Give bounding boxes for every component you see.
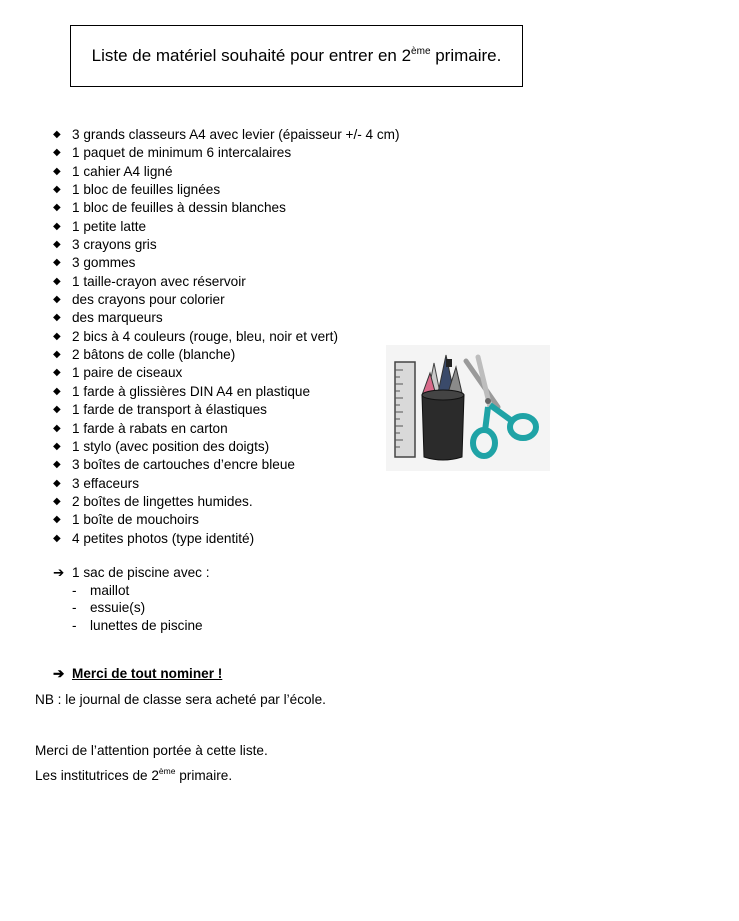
list-item [53, 401, 400, 419]
diamond-bullet-icon: ◆ [53, 404, 61, 416]
list-item [53, 346, 400, 364]
dash-bullet-icon: - [72, 617, 77, 633]
diamond-bullet-icon: ◆ [53, 532, 61, 544]
list-item [53, 309, 400, 327]
list-item-text: 1 paire de ciseaux [72, 365, 183, 381]
diamond-bullet-icon: ◆ [53, 239, 61, 251]
diamond-bullet-icon: ◆ [53, 422, 61, 434]
pool-heading: ➔ 1 sac de piscine avec : [53, 565, 210, 580]
list-item-text: 4 petites photos (type identité) [72, 530, 255, 546]
list-item [53, 291, 400, 309]
title-box [70, 25, 523, 87]
list-item [53, 617, 210, 635]
diamond-bullet-icon: ◆ [53, 129, 61, 140]
list-item-text: 1 boîte de mouchoirs [72, 512, 199, 528]
list-item [53, 126, 400, 144]
list-item [53, 144, 400, 162]
list-item-text: des marqueurs [72, 310, 163, 326]
merci-label: Merci de tout nominer ! [72, 666, 223, 681]
list-item [53, 181, 400, 199]
list-item-text: 2 bâtons de colle (blanche) [72, 347, 236, 363]
dash-bullet-icon: - [72, 582, 77, 598]
diamond-bullet-icon: ◆ [53, 385, 61, 397]
list-item-text: des crayons pour colorier [72, 292, 225, 308]
list-item-text: 3 boîtes de cartouches d’encre bleue [72, 457, 295, 473]
pencil-cup-icon [422, 390, 464, 460]
list-item [53, 530, 400, 548]
list-item-text: 1 taille-crayon avec réservoir [72, 273, 246, 289]
list-item [53, 475, 400, 493]
list-item [53, 328, 400, 346]
list-item-text: 1 bloc de feuilles lignées [72, 182, 221, 198]
list-item [53, 273, 400, 291]
diamond-bullet-icon: ◆ [53, 184, 61, 196]
list-item-text: 1 farde à rabats en carton [72, 420, 228, 436]
diamond-bullet-icon: ◆ [53, 367, 61, 379]
list-item [53, 236, 400, 254]
diamond-bullet-icon: ◆ [53, 294, 61, 306]
list-item [53, 364, 400, 382]
thanks-note: Merci de l’attention portée à cette liste. [35, 743, 268, 758]
list-item [53, 383, 400, 401]
list-item-text: 1 stylo (avec position des doigts) [72, 438, 270, 454]
list-item-text: 1 farde de transport à élastiques [72, 402, 267, 418]
right-arrow-icon: ➔ [53, 565, 65, 580]
diamond-bullet-icon: ◆ [53, 165, 61, 177]
diamond-bullet-icon: ◆ [53, 349, 61, 361]
list-item [53, 456, 400, 474]
ruler-icon [395, 362, 415, 457]
pool-items [53, 582, 210, 635]
list-item-text: 3 gommes [72, 255, 136, 271]
list-item [53, 599, 210, 617]
list-item-text: 1 cahier A4 ligné [72, 163, 173, 179]
diamond-bullet-icon: ◆ [53, 514, 61, 526]
list-item-text: essuie(s) [90, 600, 146, 615]
list-item-text: 1 bloc de feuilles à dessin blanches [72, 200, 286, 216]
diamond-bullet-icon: ◆ [53, 440, 61, 452]
signature: Les institutrices de 2ème primaire. [35, 766, 233, 783]
diamond-bullet-icon: ◆ [53, 275, 61, 287]
diamond-bullet-icon: ◆ [53, 312, 61, 324]
list-item [53, 438, 400, 456]
nb-note: NB : le journal de classe sera acheté par l’école. [35, 692, 326, 707]
list-item [53, 163, 400, 181]
list-item [53, 218, 400, 236]
list-item-text: lunettes de piscine [90, 617, 203, 633]
list-item [53, 511, 400, 529]
diamond-bullet-icon: ◆ [53, 330, 61, 342]
list-item-text: 2 boîtes de lingettes humides. [72, 493, 253, 509]
diamond-bullet-icon: ◆ [53, 257, 61, 269]
supply-list [53, 126, 400, 548]
list-item-text: maillot [90, 582, 130, 598]
diamond-bullet-icon: ◆ [53, 495, 61, 507]
list-item [53, 199, 400, 217]
diamond-bullet-icon: ◆ [53, 459, 61, 471]
list-item-text: 2 bics à 4 couleurs (rouge, bleu, noir et vert) [72, 328, 338, 344]
list-item-text: 3 effaceurs [72, 475, 140, 491]
list-item [53, 254, 400, 272]
list-item-text: 1 farde à glissières DIN A4 en plastique [72, 383, 311, 399]
right-arrow-icon: ➔ [53, 666, 65, 681]
list-item-text: 3 grands classeurs A4 avec levier (épaisseur +/- 4 cm) [72, 127, 400, 142]
school-supplies-clipart [386, 345, 550, 471]
page-title: Liste de matériel souhaité pour entrer en 2ème primaire. [91, 46, 502, 65]
list-item-text: 1 paquet de minimum 6 intercalaires [72, 145, 292, 161]
pool-section [53, 564, 210, 634]
list-item [53, 493, 400, 511]
diamond-bullet-icon: ◆ [53, 147, 61, 159]
diamond-bullet-icon: ◆ [53, 202, 61, 214]
list-item-text: 1 petite latte [72, 218, 147, 234]
merci-note [53, 666, 222, 682]
list-item-text: 3 crayons gris [72, 237, 157, 253]
diamond-bullet-icon: ◆ [53, 477, 61, 489]
list-item [53, 582, 210, 600]
dash-bullet-icon: - [72, 600, 77, 615]
list-item [53, 420, 400, 438]
diamond-bullet-icon: ◆ [53, 220, 61, 232]
